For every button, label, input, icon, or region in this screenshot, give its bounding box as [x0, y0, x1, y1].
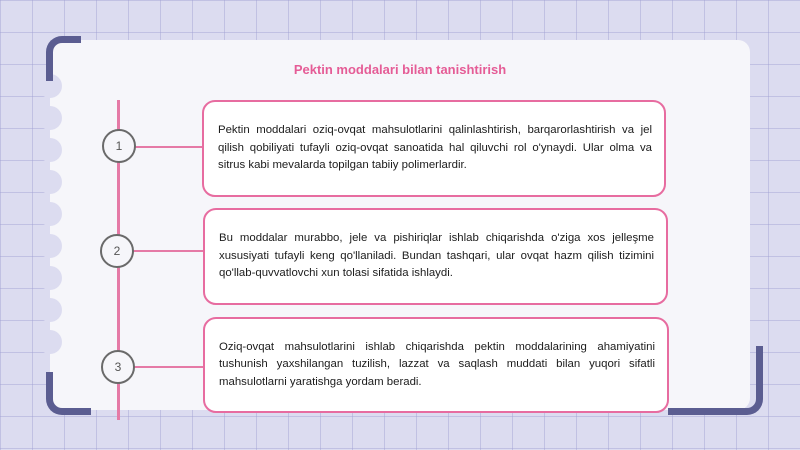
binder-hole: [38, 266, 62, 290]
binder-hole: [38, 106, 62, 130]
info-box-1: [202, 100, 666, 197]
slide-title: Pektin moddalari bilan tanishtirish: [293, 62, 507, 77]
step-number-1: 1: [102, 129, 136, 163]
info-text-1: Pektin moddalari oziq-ovqat mahsulotlarini qalinlashtirish, barqarorlashtirish va jel qilish qobiliyati tufayli oziq-ovqat sanoatida hal qiluvchi rol o'ynaydi. Ular olma va sitrus kabi mevalarda topilgan tabiiy polimerlardir.: [218, 124, 652, 172]
step-number-2: 2: [100, 234, 134, 268]
binder-hole: [38, 138, 62, 162]
binder-hole: [38, 202, 62, 226]
binder-hole: [38, 330, 62, 354]
info-text-3: Oziq-ovqat mahsulotlarini ishlab chiqarishda pektin moddalarining ahamiyatini tushunish yaxshilangan tuzilish, lazzat va saqlash muddati bilan yuqori sifatli mahsulotlarni yaratishga yordam beradi.: [219, 340, 655, 388]
binder-hole: [38, 298, 62, 322]
info-box-3: [203, 317, 669, 413]
step-number-3: 3: [101, 350, 135, 384]
corner-bracket-bottom-left: [46, 372, 91, 415]
binder-hole: [38, 170, 62, 194]
timeline-connector: [133, 250, 205, 252]
info-box-2: [203, 208, 668, 305]
info-text-2: Bu moddalar murabbo, jele va pishiriqlar ishlab chiqarishda o'ziga xos jelleşme xususiyati tufayli keng qo'llaniladi. Bundan tashqari, ular ovqat hazm qilish tizimini qo'llab-quvvatlovchi xun tolasi sifatida ishlaydi.: [219, 232, 654, 280]
timeline-connector: [134, 366, 205, 368]
corner-bracket-bottom-right: [668, 346, 763, 415]
binder-hole: [38, 234, 62, 258]
timeline-connector: [135, 146, 205, 148]
